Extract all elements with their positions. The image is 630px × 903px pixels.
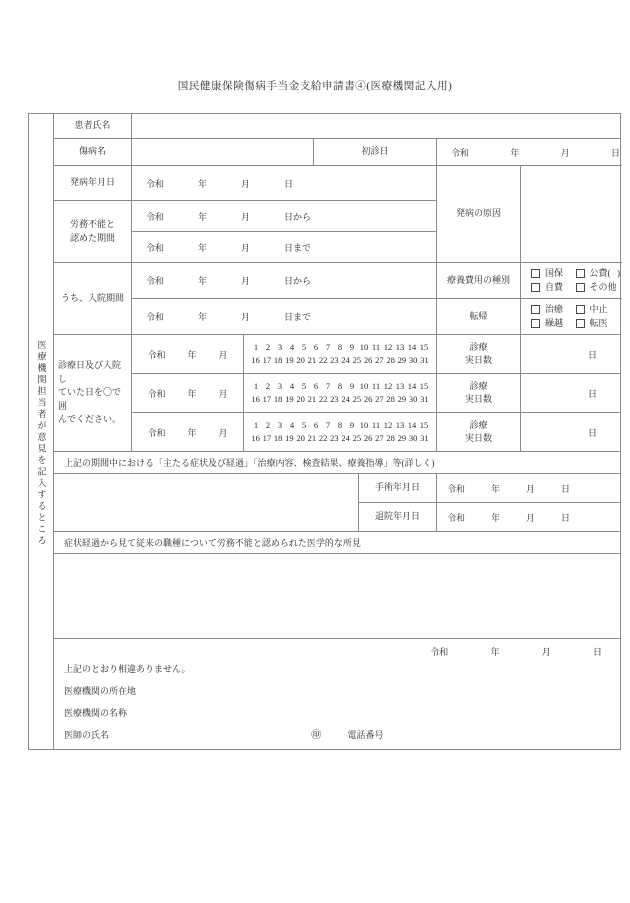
era-label: 令和 (146, 276, 165, 286)
field-hospital-from[interactable] (132, 263, 437, 299)
calendar-day-16[interactable]: 16 (251, 433, 260, 443)
checkbox-label: 公費( (589, 268, 611, 278)
unit-day-count: 日 (587, 349, 597, 360)
field-patient-name[interactable] (132, 114, 621, 139)
calendar-day-26[interactable]: 26 (363, 433, 373, 443)
calendar-day-25[interactable]: 25 (352, 433, 362, 443)
unit-month: 月 (241, 211, 251, 222)
checkbox-outcome-carryover[interactable] (531, 317, 576, 331)
checkbox-outcome-transfer[interactable] (576, 317, 621, 331)
signature-block (54, 639, 621, 750)
calendar-day-21[interactable]: 21 (307, 355, 317, 365)
calendar-instruction-line1: 診療日及び入院し (58, 360, 122, 384)
calendar-day-17[interactable]: 17 (262, 355, 272, 365)
calendar-day-16[interactable]: 16 (251, 394, 260, 404)
unit-year: 年 (198, 178, 208, 189)
label-institution-name: 医療機関の名称 (64, 708, 128, 718)
calendar-day-5[interactable]: 5 (301, 341, 307, 352)
calendar-day-1[interactable]: 1 (253, 380, 259, 391)
calendar-day-13[interactable]: 13 (395, 341, 405, 352)
label-hospital-period: うち、入院期間 (54, 263, 132, 335)
calendar-day-29[interactable]: 29 (397, 394, 407, 404)
label-incapacity-period-line2: 認めた期間 (69, 232, 115, 243)
calendar-day-10[interactable]: 10 (359, 380, 369, 391)
label-first-visit-date: 初診日 (314, 139, 437, 166)
era-label: 令和 (147, 349, 166, 360)
page-title: 国民健康保険傷病手当金支給申請書④(医療機関記入用) (177, 81, 453, 92)
checkbox-box-icon[interactable] (531, 283, 540, 292)
calendar-instruction-line3: んでください。 (58, 414, 122, 425)
calendar-day-19[interactable]: 19 (285, 433, 294, 443)
calendar-day-30[interactable]: 30 (408, 433, 418, 443)
unit-month: 月 (241, 276, 251, 286)
field-hospital-to[interactable] (132, 299, 437, 335)
unit-month: 月 (526, 512, 536, 523)
label-discharge-date: 退院年月日 (359, 503, 437, 532)
calendar-day-15[interactable]: 15 (419, 380, 429, 391)
calendar-day-8[interactable]: 8 (337, 380, 343, 391)
unit-day: 日 (592, 647, 602, 657)
calendar-day-11[interactable]: 11 (371, 380, 381, 391)
actual-days-line1: 診療 (469, 420, 488, 431)
field-discharge-date[interactable] (437, 503, 621, 532)
calendar-day-2[interactable]: 2 (265, 341, 271, 352)
calendar-day-7[interactable]: 7 (325, 419, 331, 430)
label-incapacity-period (54, 201, 132, 263)
checkbox-box-icon[interactable] (576, 305, 585, 314)
calendar-day-3[interactable]: 3 (277, 380, 283, 391)
unit-day-count: 日 (587, 427, 597, 438)
era-label: 令和 (146, 178, 165, 189)
calendar-day-13[interactable]: 13 (395, 380, 405, 391)
calendar-day-5[interactable]: 5 (301, 380, 307, 391)
table-row-patient-name (29, 114, 621, 139)
calendar-day-2[interactable]: 2 (265, 380, 271, 391)
calendar-day-18[interactable]: 18 (273, 394, 283, 404)
calendar-day-19[interactable]: 19 (285, 355, 294, 365)
actual-days-line2: 実日数 (464, 433, 492, 443)
field-outcome (521, 299, 621, 335)
calendar-day-11[interactable]: 11 (371, 341, 381, 352)
calendar-day-10[interactable]: 10 (359, 341, 369, 352)
checkbox-expense-other[interactable] (576, 281, 621, 295)
unit-month: 月 (541, 647, 551, 657)
checkbox-label: その他 (589, 281, 617, 292)
label-expense-type: 療養費用の種別 (437, 263, 521, 299)
calendar-day-24[interactable]: 24 (341, 394, 350, 404)
label-opinion-heading (54, 532, 621, 554)
field-doctor-name[interactable] (54, 731, 384, 741)
unit-year: 年 (198, 211, 208, 222)
field-institution-name[interactable] (54, 709, 127, 718)
label-doctor-name: 医師の氏名 (64, 730, 110, 740)
calendar-instruction-line2: ていた日を〇で囲 (58, 387, 122, 411)
calendar-day-6[interactable]: 6 (313, 341, 319, 352)
unit-day-from: 日から (284, 276, 312, 286)
actual-days-line2: 実日数 (464, 394, 492, 404)
calendar-day-7[interactable]: 7 (325, 341, 331, 352)
calendar-days-first-half (244, 380, 436, 393)
field-opinion-content[interactable] (54, 554, 621, 639)
label-outcome: 転帰 (437, 299, 521, 335)
calendar-day-23[interactable]: 23 (330, 433, 339, 443)
field-calendar-month-1[interactable] (132, 335, 244, 374)
unit-month: 月 (218, 427, 228, 438)
unit-month: 月 (241, 312, 251, 322)
calendar-day-15[interactable]: 15 (419, 419, 429, 430)
table-row-signature-block (29, 639, 621, 750)
checkbox-box-icon[interactable] (576, 283, 585, 292)
label-patient-name: 患者氏名 (54, 114, 132, 139)
unit-year: 年 (187, 388, 197, 399)
unit-year: 年 (198, 276, 208, 286)
calendar-day-8[interactable]: 8 (337, 341, 343, 352)
calendar-day-22[interactable]: 22 (318, 394, 328, 404)
checkbox-box-icon[interactable] (531, 319, 540, 328)
calendar-day-25[interactable]: 25 (352, 355, 362, 365)
calendar-days-first-half (244, 419, 436, 432)
calendar-day-20[interactable]: 20 (296, 394, 305, 404)
calendar-day-1[interactable]: 1 (253, 419, 259, 430)
table-row-opinion-body (29, 554, 621, 639)
era-label: 令和 (430, 647, 449, 657)
label-onset-cause: 発病の原因 (437, 166, 521, 263)
signature-date[interactable] (430, 645, 602, 658)
table-row-onset-date (29, 166, 621, 201)
unit-day-to: 日まで (284, 242, 312, 253)
unit-month: 月 (241, 178, 251, 189)
calendar-day-5[interactable]: 5 (301, 419, 307, 430)
calendar-day-9[interactable]: 9 (349, 380, 355, 391)
era-label: 令和 (146, 312, 165, 322)
field-institution-address[interactable] (54, 687, 136, 696)
unit-day: 日 (610, 147, 620, 158)
field-actual-days-3[interactable] (521, 413, 621, 452)
table-row-hospital-from (29, 263, 621, 299)
calendar-day-20[interactable]: 20 (296, 433, 305, 443)
calendar-day-14[interactable]: 14 (407, 419, 417, 430)
calendar-day-27[interactable]: 27 (375, 433, 384, 443)
unit-year: 年 (491, 512, 501, 523)
field-first-visit-date[interactable] (437, 139, 621, 166)
table-row-freetext-heading (29, 452, 621, 474)
checkbox-box-icon[interactable] (576, 319, 585, 328)
field-onset-date[interactable] (132, 166, 437, 201)
side-vertical-label-text: 医療機関担当者が意見を記入するところ (36, 339, 47, 547)
calendar-day-28[interactable]: 28 (386, 355, 395, 365)
unit-year: 年 (187, 427, 197, 438)
calendar-day-22[interactable]: 22 (318, 355, 328, 365)
label-telephone: 電話番号 (347, 730, 384, 740)
field-incapacity-from[interactable] (132, 201, 437, 232)
calendar-day-17[interactable]: 17 (262, 394, 272, 404)
label-institution-address: 医療機関の所在地 (64, 686, 137, 696)
calendar-day-14[interactable]: 14 (407, 380, 417, 391)
table-row-opinion-heading (29, 532, 621, 554)
calendar-day-12[interactable]: 12 (383, 380, 393, 391)
calendar-day-6[interactable]: 6 (313, 380, 319, 391)
calendar-day-6[interactable]: 6 (313, 419, 319, 430)
side-vertical-label (29, 114, 54, 750)
calendar-day-25[interactable]: 25 (352, 394, 362, 404)
calendar-day-1[interactable]: 1 (253, 341, 259, 352)
unit-year: 年 (490, 647, 500, 657)
calendar-days-second-half (244, 393, 436, 406)
checkbox-outcome-stopped[interactable] (576, 303, 621, 317)
field-onset-cause[interactable] (521, 166, 621, 263)
calendar-day-31[interactable]: 31 (420, 394, 429, 404)
calendar-day-9[interactable]: 9 (349, 341, 355, 352)
checkbox-expense-jihi[interactable] (531, 281, 576, 295)
era-label: 令和 (447, 483, 466, 494)
calendar-day-9[interactable]: 9 (349, 419, 355, 430)
checkbox-label: 国保 (545, 268, 564, 278)
field-disease-name[interactable] (132, 139, 314, 166)
checkbox-outcome-cured[interactable] (531, 303, 576, 317)
checkbox-label: 自費 (545, 281, 564, 292)
calendar-day-27[interactable]: 27 (375, 355, 384, 365)
checkbox-expense-kokuho[interactable] (531, 267, 576, 281)
era-label: 令和 (147, 427, 166, 438)
field-calendar-month-2[interactable] (132, 374, 244, 413)
declaration-text: 上記のとおり相違ありません。 (64, 664, 191, 674)
unit-day-count: 日 (587, 388, 597, 399)
checkbox-expense-kohi[interactable] (576, 267, 621, 281)
era-label: 令和 (447, 512, 466, 523)
actual-days-line2: 実日数 (464, 355, 492, 365)
calendar-day-23[interactable]: 23 (330, 355, 339, 365)
field-calendar-month-3[interactable] (132, 413, 244, 452)
calendar-day-28[interactable]: 28 (386, 433, 395, 443)
calendar-day-10[interactable]: 10 (359, 419, 369, 430)
calendar-day-26[interactable]: 26 (363, 394, 373, 404)
checkbox-box-icon[interactable] (576, 269, 585, 278)
table-row-calendar-1 (29, 335, 621, 374)
calendar-days-second-half (244, 354, 436, 367)
unit-day-to: 日まで (284, 312, 312, 322)
checkbox-label-close: ) (617, 268, 620, 278)
era-label: 令和 (451, 147, 470, 158)
calendar-day-30[interactable]: 30 (408, 355, 418, 365)
checkbox-label: 繰越 (545, 317, 564, 328)
calendar-day-24[interactable]: 24 (341, 433, 350, 443)
calendar-days-second-half (244, 432, 436, 445)
calendar-day-12[interactable]: 12 (383, 341, 393, 352)
calendar-day-29[interactable]: 29 (397, 355, 407, 365)
freetext-heading-text: 上記の期間中における「主たる症状及び経過」「治療内容、検査結果、療養指導」等(詳しく) (64, 458, 435, 468)
unit-year: 年 (187, 349, 197, 360)
checkbox-label: 治癒 (545, 304, 564, 314)
calendar-day-20[interactable]: 20 (296, 355, 305, 365)
calendar-day-13[interactable]: 13 (395, 419, 405, 430)
opinion-heading-text: 症状経過から見て従来の職種について労務不能と認められた医学的な所見 (64, 538, 361, 548)
label-incapacity-period-line1: 労務不能と (69, 219, 115, 230)
unit-year: 年 (491, 483, 501, 494)
field-calendar-days-2[interactable] (244, 374, 437, 413)
calendar-day-4[interactable]: 4 (289, 380, 295, 391)
label-freetext-heading (54, 452, 621, 474)
unit-day: 日 (561, 483, 571, 494)
unit-day: 日 (561, 512, 571, 523)
label-disease-name: 傷病名 (54, 139, 132, 166)
label-actual-days-2 (437, 374, 521, 413)
calendar-day-31[interactable]: 31 (420, 433, 429, 443)
calendar-day-16[interactable]: 16 (251, 355, 260, 365)
era-label: 令和 (146, 242, 165, 253)
checkbox-label: 転医 (589, 317, 608, 328)
unit-month: 月 (218, 388, 228, 399)
field-actual-days-1[interactable] (521, 335, 621, 374)
calendar-day-22[interactable]: 22 (318, 433, 328, 443)
calendar-day-12[interactable]: 12 (383, 419, 393, 430)
calendar-day-29[interactable]: 29 (397, 433, 407, 443)
calendar-day-23[interactable]: 23 (330, 394, 339, 404)
seal-icon: ㊞ (311, 730, 322, 741)
calendar-day-19[interactable]: 19 (285, 394, 294, 404)
field-incapacity-to[interactable] (132, 232, 437, 263)
calendar-day-8[interactable]: 8 (337, 419, 343, 430)
checkbox-box-icon[interactable] (531, 305, 540, 314)
field-surgery-date[interactable] (437, 474, 621, 503)
calendar-day-3[interactable]: 3 (277, 341, 283, 352)
label-actual-days-1 (437, 335, 521, 374)
era-label: 令和 (146, 211, 165, 222)
calendar-day-21[interactable]: 21 (307, 433, 317, 443)
calendar-day-11[interactable]: 11 (371, 419, 381, 430)
actual-days-line1: 診療 (469, 342, 488, 353)
calendar-day-3[interactable]: 3 (277, 419, 283, 430)
checkbox-box-icon[interactable] (531, 269, 540, 278)
field-expense-type (521, 263, 621, 299)
unit-year: 年 (198, 312, 208, 322)
calendar-day-4[interactable]: 4 (289, 341, 295, 352)
table-row-surgery-date (29, 474, 621, 503)
field-actual-days-2[interactable] (521, 374, 621, 413)
field-freetext-content[interactable] (54, 474, 359, 532)
calendar-day-31[interactable]: 31 (420, 355, 429, 365)
table-row-disease-name (29, 139, 621, 166)
calendar-days-first-half (244, 341, 436, 354)
calendar-day-27[interactable]: 27 (375, 394, 384, 404)
checkbox-label: 中止 (589, 304, 608, 314)
calendar-day-2[interactable]: 2 (265, 419, 271, 430)
field-calendar-days-3[interactable] (244, 413, 437, 452)
unit-month: 月 (218, 349, 228, 360)
calendar-day-14[interactable]: 14 (407, 341, 417, 352)
unit-month: 月 (241, 242, 251, 253)
calendar-day-18[interactable]: 18 (273, 433, 283, 443)
calendar-day-18[interactable]: 18 (273, 355, 283, 365)
unit-month: 月 (526, 483, 536, 494)
field-calendar-days-1[interactable] (244, 335, 437, 374)
label-actual-days-3 (437, 413, 521, 452)
era-label: 令和 (147, 388, 166, 399)
unit-month: 月 (560, 147, 570, 158)
calendar-day-28[interactable]: 28 (386, 394, 395, 404)
calendar-day-24[interactable]: 24 (341, 355, 350, 365)
unit-day-from: 日から (284, 211, 312, 222)
calendar-day-15[interactable]: 15 (419, 341, 429, 352)
label-calendar-instruction (54, 335, 132, 452)
calendar-day-30[interactable]: 30 (408, 394, 418, 404)
calendar-day-17[interactable]: 17 (262, 433, 272, 443)
label-surgery-date: 手術年月日 (359, 474, 437, 503)
unit-day: 日 (284, 178, 294, 189)
calendar-day-4[interactable]: 4 (289, 419, 295, 430)
unit-year: 年 (198, 242, 208, 253)
medical-form-table (28, 113, 621, 750)
actual-days-line1: 診療 (469, 381, 488, 392)
label-onset-date: 発病年月日 (54, 166, 132, 201)
calendar-day-26[interactable]: 26 (363, 355, 373, 365)
calendar-day-21[interactable]: 21 (307, 394, 317, 404)
unit-year: 年 (510, 147, 520, 158)
calendar-day-7[interactable]: 7 (325, 380, 331, 391)
